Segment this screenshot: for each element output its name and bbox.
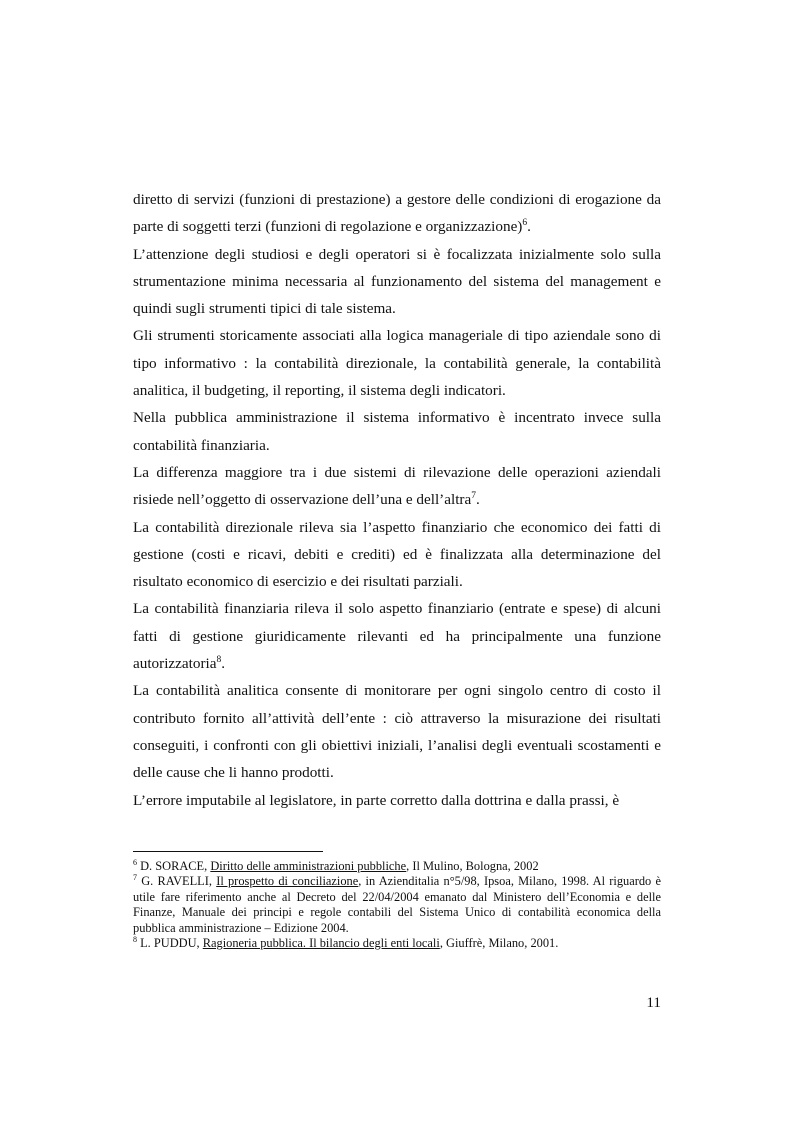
paragraph-text: La contabilità finanziaria rileva il solo aspetto finanziario (entrate e spese) di alcuni fatti di gestione giuridicamente rilevanti ed ha principalmente una funzione autorizzatoria (133, 600, 661, 673)
body-paragraph (133, 459, 661, 514)
body-paragraph (133, 186, 661, 241)
body-paragraph (133, 241, 661, 323)
footnote-number: 6 (133, 857, 137, 867)
footnote-reference: 6 (522, 218, 528, 229)
paragraph-text: L’errore imputabile al legislatore, in parte corretto dalla dottrina e dalla prassi, è (133, 791, 620, 809)
footnote-cited-title: Il prospetto di conciliazione (216, 874, 359, 889)
footnote-text: D. SORACE, (137, 859, 211, 873)
footnote-item (133, 874, 661, 936)
body-text (133, 186, 661, 814)
paragraph-text: Nella pubblica amministrazione il sistema informativo è incentrato invece sulla contabilità finanziaria. (133, 409, 661, 454)
footnote-reference: 8 (216, 654, 222, 665)
footnote-cited-title: Ragioneria pubblica. Il bilancio degli enti locali (202, 936, 440, 951)
body-paragraph (133, 404, 661, 459)
footnote-number: 7 (133, 873, 137, 883)
paragraph-text: diretto di servizi (funzioni di prestazione) a gestore delle condizioni di erogazione da parte di soggetti terzi (funzioni di regolazione e organizzazione) (133, 191, 661, 236)
paragraph-text: La contabilità analitica consente di monitorare per ogni singolo centro di costo il contributo fornito all’attività dell’ente : ciò attraverso la misurazione dei risultati conseguiti, i confronti con gli obiettivi iniziali, l’analisi degli eventuali scostamenti e delle cause che li hanno prodotti. (133, 682, 661, 782)
paragraph-text: . (221, 655, 226, 673)
body-paragraph (133, 595, 661, 677)
footnote-text: , in Azienditalia n°5/98, Ipsoa, Milano, 1998. Al riguardo è utile fare riferimento anche al Decreto del 22/04/2004 emanato dal Ministero dell’Economia e delle Finanze, Manuale dei principi e regole contabili del Sistema Unico di contabilità economica della pubblica amministrazione – Edizione 2004. (133, 874, 661, 935)
paragraph-text: La contabilità direzionale rileva sia l’aspetto finanziario che economico dei fatti di gestione (costi e ricavi, debiti e crediti) ed è finalizzata alla determinazione del risultato economico di esercizio e dei risultati parziali. (133, 518, 661, 591)
footnote-item (133, 859, 661, 874)
paragraph-text: . (475, 491, 480, 509)
footnote-text: L. PUDDU, (137, 936, 203, 951)
footnote-text: , Il Mulino, Bologna, 2002 (406, 859, 539, 873)
body-paragraph (133, 514, 661, 596)
footnote-text: , Giuffrè, Milano, 2001. (439, 936, 559, 951)
footnote-item (133, 936, 661, 951)
paragraph-text: La differenza maggiore tra i due sistemi di rilevazione delle operazioni aziendali risiede nell’oggetto di osservazione dell’una e dell’altra (133, 463, 661, 509)
page-number: 11 (646, 994, 661, 1011)
footnote-text: G. RAVELLI, (137, 874, 217, 889)
body-paragraph (133, 322, 661, 404)
footnote-reference: 7 (471, 491, 476, 502)
footnote-separator (133, 851, 323, 852)
footnotes (133, 859, 661, 951)
paragraph-text: Gli strumenti storicamente associati alla logica manageriale di tipo aziendale sono di tipo informativo : la contabilità direzionale, la contabilità generale, la contabilità analitica, il budgeting, il reporting, il sistema degli indicatori. (133, 327, 661, 400)
footnote-cited-title: Diritto delle amministrazioni pubbliche (210, 859, 407, 873)
body-paragraph (133, 787, 661, 814)
body-paragraph (133, 677, 661, 786)
paragraph-text: L’attenzione degli studiosi e degli operatori si è focalizzata inizialmente solo sulla strumentazione minima necessaria al funzionamento del sistema del management e quindi sugli strumenti tipici di tale sistema. (133, 245, 661, 318)
footnote-number: 8 (133, 934, 137, 944)
paragraph-text: . (527, 218, 531, 236)
